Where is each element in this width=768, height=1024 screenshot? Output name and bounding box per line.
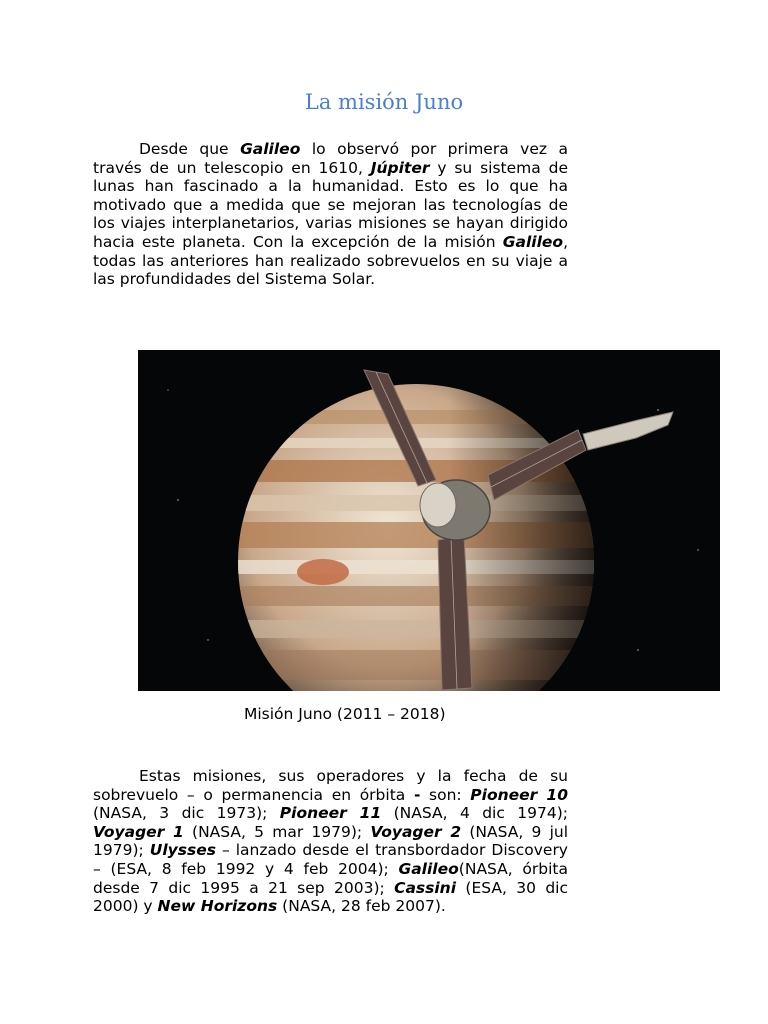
emphasis-jupiter: Júpiter xyxy=(370,158,430,177)
missions-paragraph: Estas misiones, sus operadores y la fecha de su sobrevuelo – o permanencia en órbita - son: Pioneer 10 (NASA, 3 dic 1973); Pioneer 11 (NASA, 4 dic 1974); Voyager 1 (NASA, 5 mar 1979); Voyager 2 (NASA, 9 jul 1979); Ulysses – lanzado desde el transbordador Discovery – (ESA, 8 feb 1992 y 4 feb 2004); Galileo(NASA, órbita desde 7 dic 1995 a 21 sep 2003); Cassini (ESA, 30 dic 2000) y New Horizons (NASA, 28 feb 2007). xyxy=(93,767,569,916)
jupiter-planet xyxy=(228,380,628,691)
juno-illustration xyxy=(138,350,720,691)
juno-jupiter-image xyxy=(138,350,720,691)
page-title: La misión Juno xyxy=(304,90,464,114)
mission-new-horizons: New Horizons xyxy=(157,897,278,916)
mission-galileo: Galileo xyxy=(398,859,459,878)
mission-pioneer-10: Pioneer 10 xyxy=(470,785,568,804)
emphasis-galileo-2: Galileo xyxy=(502,232,564,251)
mission-cassini: Cassini xyxy=(394,878,457,897)
mission-ulysses: Ulysses xyxy=(149,841,216,860)
mission-pioneer-11: Pioneer 11 xyxy=(279,804,382,823)
mission-voyager-1: Voyager 1 xyxy=(93,822,184,841)
figure-caption: Misión Juno (2011 – 2018) xyxy=(244,705,446,723)
mission-voyager-2: Voyager 2 xyxy=(370,822,462,841)
intro-paragraph: Desde que Galileo lo observó por primera vez a través de un telescopio en 1610, Júpiter y su sistema de lunas han fascinado a la humanidad. Esto es lo que ha motivado que a medida que se mejoran las tecnologías de los viajes interplanetarios, varias misiones se hayan dirigido hacia este planeta. Con la excepción de la misión Galileo, todas las anteriores han realizado sobrevuelos en su viaje a las profundidades del Sistema Solar. xyxy=(93,140,568,289)
emphasis-galileo: Galileo xyxy=(240,140,301,158)
